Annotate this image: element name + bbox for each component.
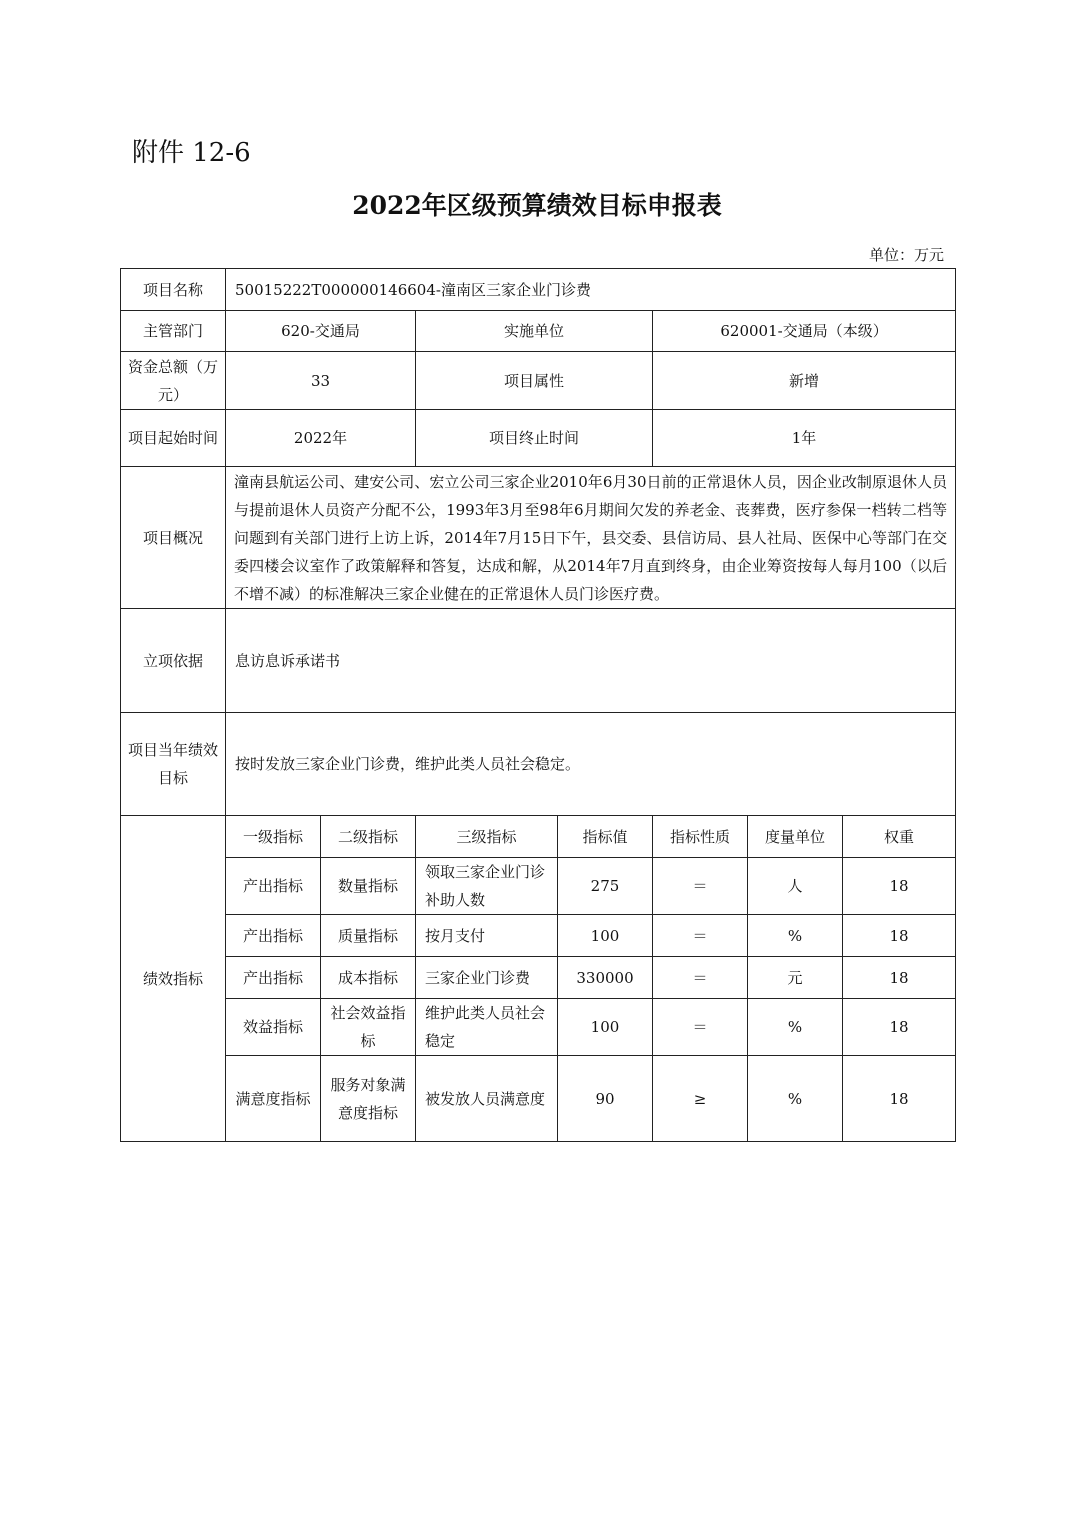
indicator-cell: 成本指标	[321, 957, 416, 999]
indicator-cell: 330000	[558, 957, 653, 999]
indicator-cell: ＝	[653, 999, 748, 1056]
label: 立项依据	[121, 609, 226, 713]
page-title: 2022年区级预算绩效目标申报表	[352, 191, 722, 220]
indicator-cell: 产出指标	[226, 957, 321, 999]
unit-label: 单位：万元	[868, 246, 944, 264]
indicator-cell: %	[748, 1056, 843, 1142]
indicator-cell: 18	[843, 858, 956, 915]
indicator-cell: %	[748, 915, 843, 957]
project-name: 50015222T000000146604-潼南区三家企业门诊费	[226, 269, 956, 311]
label: 实施单位	[416, 311, 653, 352]
indicator-cell: 满意度指标	[226, 1056, 321, 1142]
indicator-header: 二级指标	[321, 816, 416, 858]
indicator-header: 度量单位	[748, 816, 843, 858]
goal: 按时发放三家企业门诊费，维护此类人员社会稳定。	[226, 713, 956, 816]
indicator-cell: 18	[843, 999, 956, 1056]
indicator-cell: 产出指标	[226, 858, 321, 915]
start-time: 2022年	[226, 410, 416, 467]
label: 资金总额（万元）	[121, 352, 226, 410]
indicator-cell: 18	[843, 1056, 956, 1142]
label: 项目属性	[416, 352, 653, 410]
label: 项目概况	[121, 467, 226, 609]
indicator-cell: 被发放人员满意度	[416, 1056, 558, 1142]
table-row	[121, 999, 956, 1056]
label: 项目起始时间	[121, 410, 226, 467]
indicator-cell: 100	[558, 915, 653, 957]
indicator-cell: 元	[748, 957, 843, 999]
indicator-cell: 产出指标	[226, 915, 321, 957]
indicator-cell: 社会效益指标	[321, 999, 416, 1056]
project-attr: 新增	[653, 352, 956, 410]
attachment-number: 附件 12-6	[132, 138, 251, 168]
label: 项目当年绩效目标	[121, 713, 226, 816]
indicator-cell: 数量指标	[321, 858, 416, 915]
table-row	[121, 915, 956, 957]
indicators-label: 绩效指标	[121, 816, 226, 1142]
label: 项目名称	[121, 269, 226, 311]
overview: 潼南县航运公司、建安公司、宏立公司三家企业2010年6月30日前的正常退休人员，因企业改制原退休人员与提前退休人员资产分配不公，1993年3月至98年6月期间欠发的养老金、丧葬费，医疗参保一档转二档等问题到有关部门进行上访上诉，2014年7月15日下午，县交委、县信访局、县人社局、医保中心等部门在交委四楼会议室作了政策解释和答复，达成和解，从2014年7月直到终身，由企业筹资按每人每月100（以后不增不减）的标准解决三家企业健在的正常退休人员门诊医疗费。	[226, 467, 956, 609]
impl-unit: 620001-交通局（本级）	[653, 311, 956, 352]
fund: 33	[226, 352, 416, 410]
indicator-cell: 275	[558, 858, 653, 915]
indicator-cell: 按月支付	[416, 915, 558, 957]
indicator-header: 指标值	[558, 816, 653, 858]
indicator-cell: 100	[558, 999, 653, 1056]
indicator-header: 三级指标	[416, 816, 558, 858]
indicator-cell: ＝	[653, 915, 748, 957]
indicator-cell: 人	[748, 858, 843, 915]
basis: 息访息诉承诺书	[226, 609, 956, 713]
table-row	[121, 957, 956, 999]
dept: 620-交通局	[226, 311, 416, 352]
end-time: 1年	[653, 410, 956, 467]
indicator-header: 权重	[843, 816, 956, 858]
indicator-cell: 领取三家企业门诊补助人数	[416, 858, 558, 915]
label: 主管部门	[121, 311, 226, 352]
budget-form-table	[120, 268, 956, 1142]
indicator-cell: 服务对象满意度指标	[321, 1056, 416, 1142]
indicator-cell: %	[748, 999, 843, 1056]
indicator-cell: ＝	[653, 858, 748, 915]
table-row	[121, 1056, 956, 1142]
indicator-cell: 效益指标	[226, 999, 321, 1056]
indicator-cell: ＝	[653, 957, 748, 999]
indicator-header: 指标性质	[653, 816, 748, 858]
indicator-cell: 18	[843, 957, 956, 999]
indicator-cell: 质量指标	[321, 915, 416, 957]
label: 项目终止时间	[416, 410, 653, 467]
table-row	[121, 858, 956, 915]
indicator-cell: 维护此类人员社会稳定	[416, 999, 558, 1056]
indicator-cell: ≥	[653, 1056, 748, 1142]
indicator-cell: 三家企业门诊费	[416, 957, 558, 999]
indicator-cell: 90	[558, 1056, 653, 1142]
indicator-cell: 18	[843, 915, 956, 957]
indicator-header: 一级指标	[226, 816, 321, 858]
